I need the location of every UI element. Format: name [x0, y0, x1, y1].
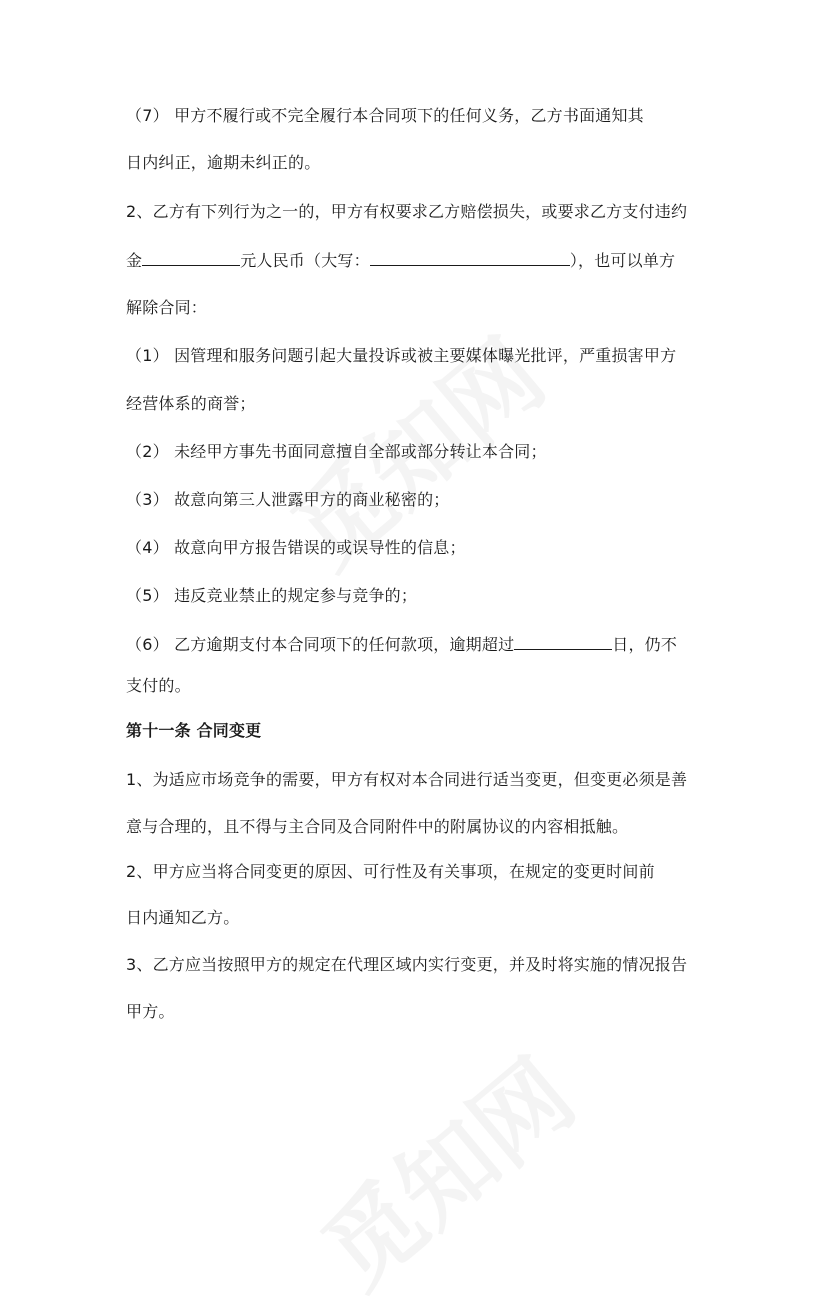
clause-4: （4） 故意向甲方报告错误的或误导性的信息； — [126, 538, 466, 557]
penalty-capital-blank[interactable] — [370, 249, 570, 266]
clause-5: （5） 违反竞业禁止的规定参与竞争的； — [126, 586, 418, 605]
clause-6-line-1 — [126, 633, 677, 656]
penalty-suffix: ），也可以单方 — [569, 251, 676, 270]
penalty-prefix: 金 — [126, 251, 143, 270]
penalty-middle: 元人民币（大写： — [240, 251, 370, 270]
clause-3: （3） 故意向第三人泄露甲方的商业秘密的； — [126, 490, 450, 509]
change-item-1-line-1: 1、为适应市场竞争的需要，甲方有权对本合同进行适当变更，但变更必须是善 — [126, 770, 688, 789]
change-item-3-line-1: 3、乙方应当按照甲方的规定在代理区域内实行变更，并及时将实施的情况报告 — [126, 955, 688, 974]
clause-1-line-2: 经营体系的商誉； — [126, 394, 256, 413]
clause-7-line-2: 日内纠正，逾期未纠正的。 — [126, 153, 321, 172]
penalty-line — [126, 249, 675, 272]
overdue-prefix: （6） 乙方逾期支付本合同项下的任何款项，逾期超过 — [126, 635, 515, 654]
change-item-2-line-2: 日内通知乙方。 — [126, 908, 240, 927]
clause-6-line-2: 支付的。 — [126, 676, 191, 695]
change-item-3-line-2: 甲方。 — [126, 1002, 175, 1021]
overdue-suffix: 日，仍不 — [612, 635, 678, 654]
item-2-line-3: 解除合同： — [126, 298, 208, 317]
item-2-line-1: 2、乙方有下列行为之一的，甲方有权要求乙方赔偿损失，或要求乙方支付违约 — [126, 202, 688, 221]
clause-2: （2） 未经甲方事先书面同意擅自全部或部分转让本合同； — [126, 442, 547, 461]
change-item-1-line-2: 意与合理的，且不得与主合同及合同附件中的附属协议的内容相抵触。 — [126, 817, 629, 836]
penalty-amount-blank[interactable] — [142, 249, 240, 266]
clause-1-line-1: （1） 因管理和服务问题引起大量投诉或被主要媒体曝光批评，严重损害甲方 — [126, 346, 677, 365]
section-11-heading: 第十一条 合同变更 — [126, 721, 262, 740]
overdue-days-blank[interactable] — [514, 633, 612, 650]
change-item-2-line-1: 2、甲方应当将合同变更的原因、可行性及有关事项，在规定的变更时间前 — [126, 862, 655, 881]
clause-7-line-1: （7） 甲方不履行或不完全履行本合同项下的任何义务，乙方书面通知其 — [126, 106, 644, 125]
watermark-bottom — [290, 1023, 599, 1313]
